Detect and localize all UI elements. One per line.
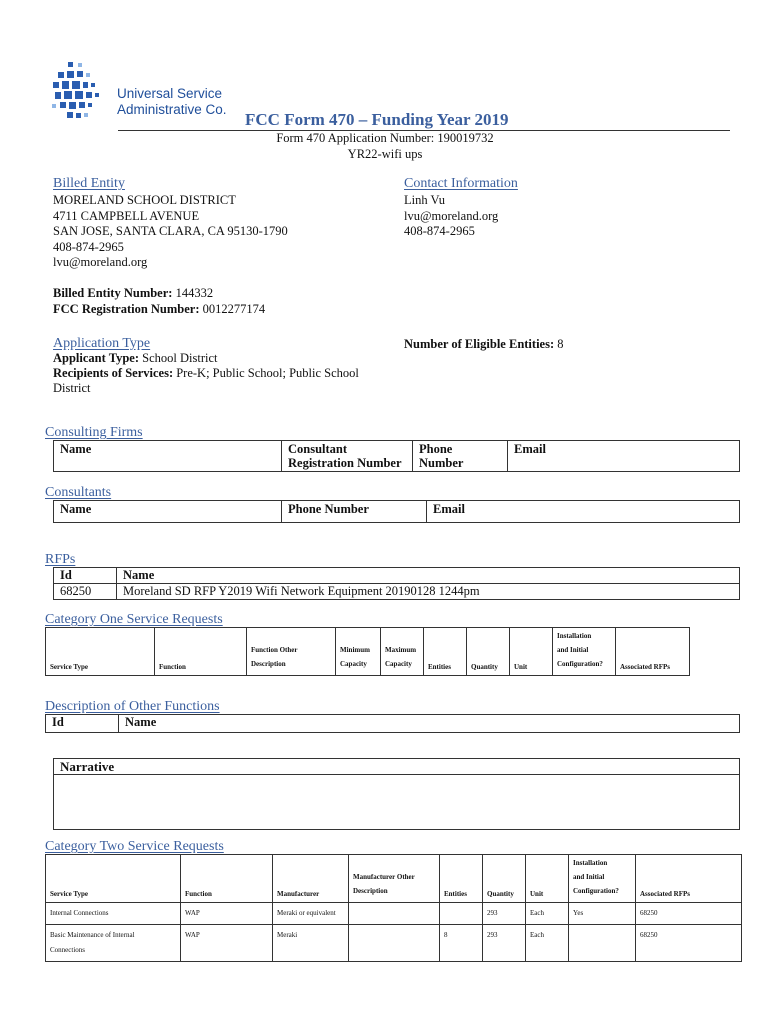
category-two-table	[45, 854, 742, 962]
application-number: Form 470 Application Number: 190019732	[276, 131, 494, 145]
function: WAP	[181, 903, 273, 925]
col-installation: Installation and Initial Configuration?	[553, 628, 616, 676]
category-two-heading: Category Two Service Requests	[45, 839, 224, 854]
col-manufacturer: Manufacturer	[273, 855, 349, 903]
consultants-table	[53, 500, 740, 523]
manufacturer-other	[349, 903, 440, 925]
category-one-heading: Category One Service Requests	[45, 612, 223, 627]
consulting-firms-table	[53, 440, 740, 472]
quantity: 293	[483, 925, 526, 962]
narrative-box	[53, 758, 740, 830]
col-id: Id	[46, 715, 119, 733]
service-type: Basic Maintenance of Internal Connections	[46, 925, 181, 962]
contact-email: lvu@moreland.org	[404, 208, 499, 223]
col-service-type: Service Type	[46, 855, 181, 903]
rfps-heading: RFPs	[45, 552, 76, 567]
billed-entity-line: lvu@moreland.org	[53, 255, 148, 269]
col-function: Function	[155, 628, 247, 676]
col-associated-rfps: Associated RFPs	[616, 628, 690, 676]
rfp-name: Moreland SD RFP Y2019 Wifi Network Equipment 20190128 1244pm	[117, 584, 740, 600]
org-name-line1: Universal Service	[117, 86, 223, 101]
other-functions-heading: Description of Other Functions	[45, 699, 220, 714]
col-entities: Entities	[424, 628, 467, 676]
col-entities: Entities	[440, 855, 483, 903]
billed-entity-line: 408-874-2965	[53, 239, 124, 254]
col-max-capacity: Maximum Capacity	[381, 628, 424, 676]
billed-entity-heading: Billed Entity	[53, 176, 125, 191]
fcc-registration-number: FCC Registration Number: 0012277174	[53, 301, 266, 316]
col-function: Function	[181, 855, 273, 903]
consulting-firms-heading: Consulting Firms	[45, 425, 143, 440]
recipients-of-services: Recipients of Services: Pre-K; Public School; Public School	[53, 366, 359, 380]
contact-phone: 408-874-2965	[404, 224, 475, 238]
col-unit: Unit	[510, 628, 553, 676]
manufacturer: Meraki	[273, 925, 349, 962]
associated-rfps: 68250	[636, 925, 742, 962]
service-type: Internal Connections	[46, 903, 181, 925]
col-email: Email	[427, 501, 740, 523]
narrative-heading: Narrative	[54, 759, 739, 775]
application-nickname: YR22-wifi ups	[347, 147, 423, 161]
category-one-table	[45, 627, 690, 676]
billed-entity-number: Billed Entity Number: 144332	[53, 286, 214, 300]
eligible-entities: Number of Eligible Entities: 8	[404, 337, 564, 351]
page-title: FCC Form 470 – Funding Year 2019	[245, 110, 509, 129]
col-consultant-registration: Consultant Registration Number	[282, 441, 413, 472]
manufacturer: Meraki or equivalent	[273, 903, 349, 925]
unit: Each	[526, 925, 569, 962]
rfps-table	[53, 567, 740, 600]
col-email: Email	[508, 441, 740, 472]
col-manufacturer-other: Manufacturer Other Description	[349, 855, 440, 903]
billed-entity-line: 4711 CAMPBELL AVENUE	[53, 208, 200, 223]
table-row	[46, 903, 742, 925]
col-service-type: Service Type	[46, 628, 155, 676]
table-row	[46, 925, 742, 962]
col-quantity: Quantity	[483, 855, 526, 903]
manufacturer-other	[349, 925, 440, 962]
col-name: Name	[54, 501, 282, 523]
application-type-heading: Application Type	[53, 336, 151, 351]
col-id: Id	[54, 568, 117, 584]
consultants-heading: Consultants	[45, 485, 112, 500]
recipients-of-services-cont: District	[53, 381, 91, 395]
col-name: Name	[54, 441, 282, 472]
col-associated-rfps: Associated RFPs	[636, 855, 742, 903]
org-name-line2: Administrative Co.	[117, 102, 227, 117]
col-phone-number: Phone Number	[282, 501, 427, 523]
billed-entity-line: SAN JOSE, SANTA CLARA, CA 95130-1790	[53, 224, 288, 238]
contact-name: Linh Vu	[404, 193, 446, 207]
col-quantity: Quantity	[467, 628, 510, 676]
entities	[440, 903, 483, 925]
col-name: Name	[117, 568, 740, 584]
col-min-capacity: Minimum Capacity	[336, 628, 381, 676]
contact-heading: Contact Information	[404, 176, 518, 191]
entities: 8	[440, 925, 483, 962]
col-unit: Unit	[526, 855, 569, 903]
col-function-other: Function Other Description	[247, 628, 336, 676]
col-phone-number: Phone Number	[413, 441, 508, 472]
rfp-id: 68250	[54, 584, 117, 600]
other-functions-table	[45, 714, 740, 733]
quantity: 293	[483, 903, 526, 925]
unit: Each	[526, 903, 569, 925]
billed-entity-line: MORELAND SCHOOL DISTRICT	[53, 193, 236, 207]
installation	[569, 925, 636, 962]
usac-logo-icon	[50, 60, 114, 126]
associated-rfps: 68250	[636, 903, 742, 925]
col-installation: Installation and Initial Configuration?	[569, 855, 636, 903]
function: WAP	[181, 925, 273, 962]
table-row	[54, 584, 740, 600]
installation: Yes	[569, 903, 636, 925]
applicant-type: Applicant Type: School District	[53, 350, 218, 365]
col-name: Name	[119, 715, 740, 733]
